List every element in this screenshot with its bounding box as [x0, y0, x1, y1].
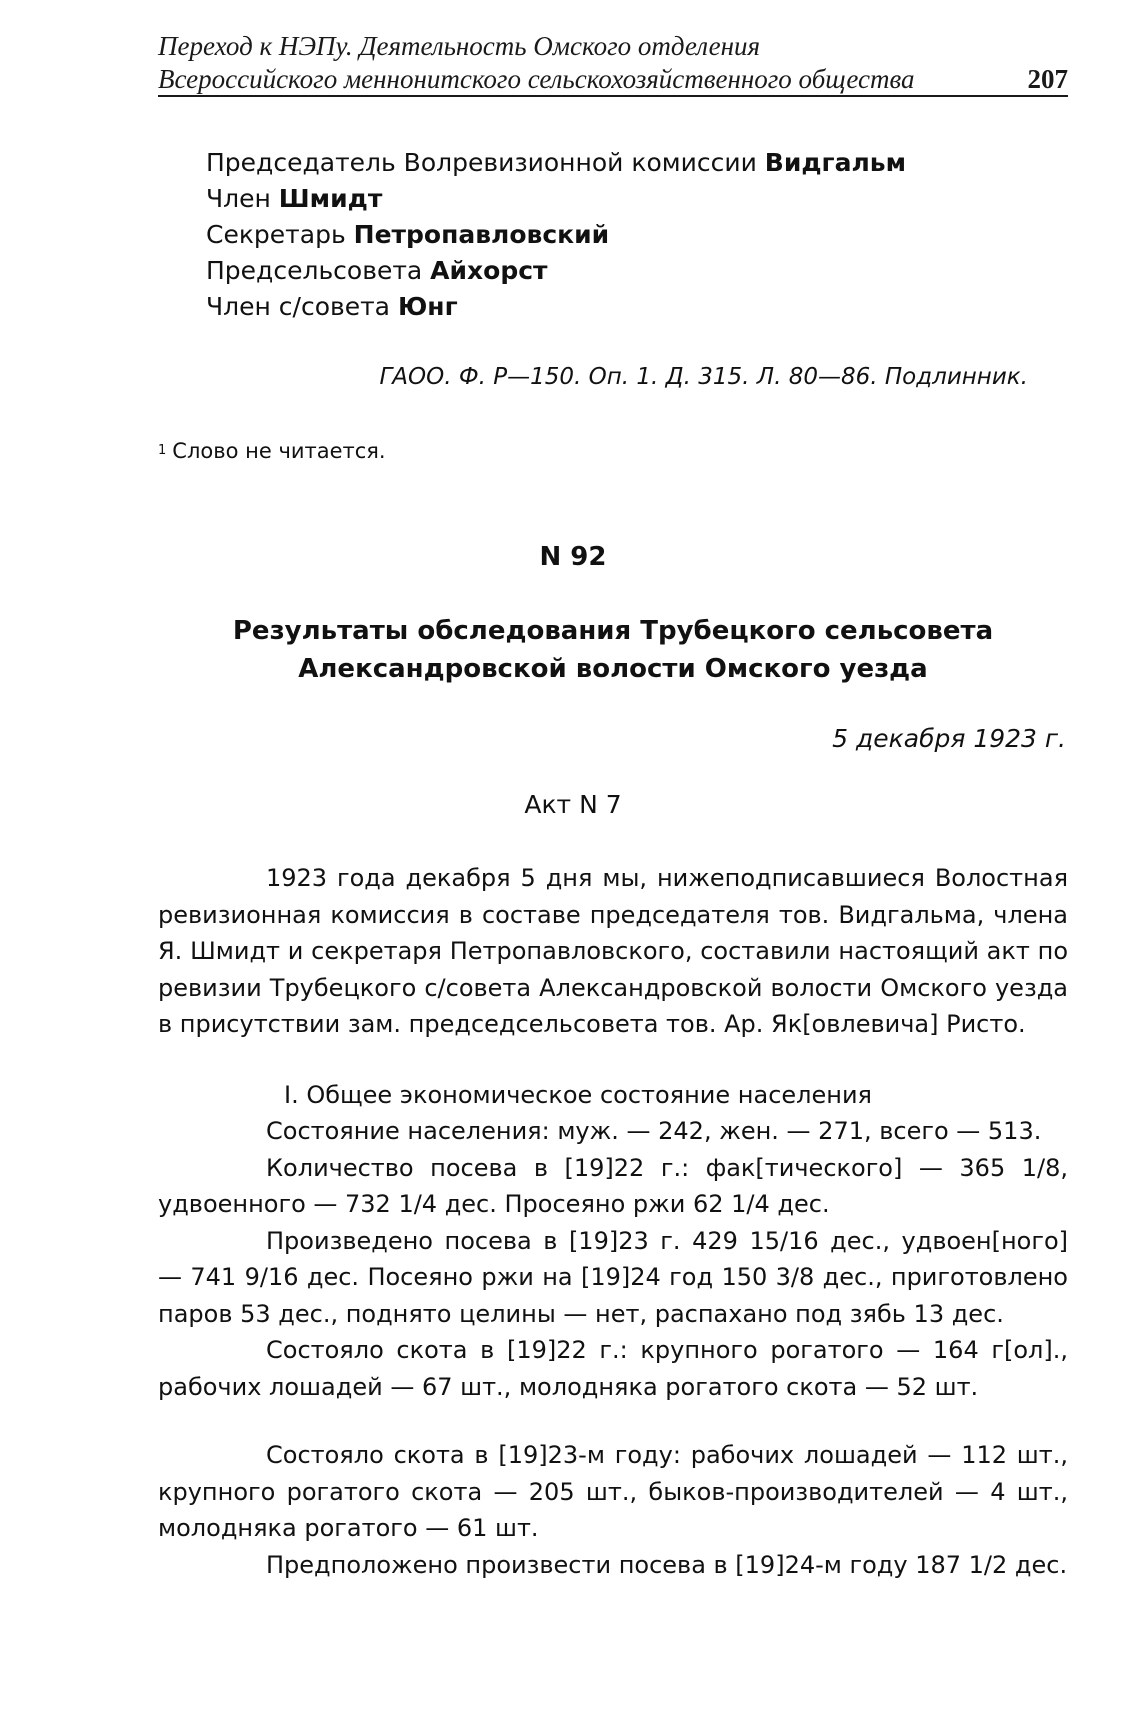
paragraph: Произведено посева в [19]23 г. 429 15/16 дес., удвоен[ного] — 741 9/16 дес. Посеяно ржи на [19]24 год 150 3/8 дес., приготовлено паров 53 дес., поднято целины — нет, распахано под зябь 13 дес.	[158, 1226, 1068, 1328]
paragraph: Состояло скота в [19]23-м году: рабочих лошадей — 112 шт., крупного рогатого скота — 205 шт., быков-производителей — 4 шт., молодняка рогатого — 61 шт.	[158, 1441, 1068, 1542]
running-header-line1: Переход к НЭПу. Деятельность Омского отделения	[158, 31, 761, 61]
paragraph: Предположено произвести посева в [19]24-м году 187 1/2 дес.	[266, 1550, 1068, 1579]
paragraph: Количество посева в [19]22 г.: фак[тического] — 365 1/8, удвоенного — 732 1/4 дес. Просеяно ржи 62 1/4 дес.	[158, 1153, 1068, 1218]
running-header	[158, 30, 1068, 96]
document-number: N 92	[539, 542, 607, 572]
signature-line: Секретарь Петропавловский	[206, 220, 610, 249]
footnote	[158, 436, 386, 466]
document-title-line1: Результаты обследования Трубецкого сельсовета	[232, 616, 994, 646]
signature-block	[206, 145, 906, 325]
running-header-line2: Всероссийского меннонитского сельскохозяйственного общества	[158, 64, 915, 94]
page-number: 207	[1027, 64, 1068, 94]
footnote-text: Слово не читается.	[172, 439, 386, 463]
signature-line: Член Шмидт	[206, 184, 383, 213]
signature-line: Председатель Волревизионной комиссии Видгальм	[206, 148, 907, 177]
header-rule	[158, 95, 1068, 97]
archive-source: ГАОО. Ф. Р—150. Оп. 1. Д. 315. Л. 80—86. Подлинник.	[379, 364, 1028, 390]
document-title-line2: Александровской волости Омского уезда	[298, 654, 928, 684]
signature-line: Член с/совета Юнг	[206, 292, 458, 321]
paragraph: 1923 года декабря 5 дня мы, нижеподписавшиеся Волостная ревизионная комиссия в составе председателя тов. Видгальма, члена Я. Шмидт и секретаря Петропавловского, составили настоящий акт по ревизии Трубецкого с/совета Александровской волости Омского уезда в присутствии зам. председсельсовета тов. Ар. Як[овлевича] Ристо.	[158, 864, 1068, 1038]
paragraph: Состояло скота в [19]22 г.: крупного рогатого — 164 г[ол]., рабочих лошадей — 67 шт., молодняка рогатого скота — 52 шт.	[158, 1336, 1068, 1401]
signature-line: Предсельсовета Айхорст	[206, 256, 548, 285]
footnote-marker: 1	[158, 443, 167, 458]
document-body	[158, 860, 1068, 1583]
paragraph: Состояние населения: муж. — 242, жен. — 271, всего — 513.	[266, 1117, 1042, 1145]
act-heading: Акт N 7	[524, 790, 622, 819]
section-heading: I. Общее экономическое состояние населения	[284, 1080, 872, 1109]
document-date: 5 декабря 1923 г.	[832, 724, 1066, 753]
document-title	[160, 612, 1066, 688]
